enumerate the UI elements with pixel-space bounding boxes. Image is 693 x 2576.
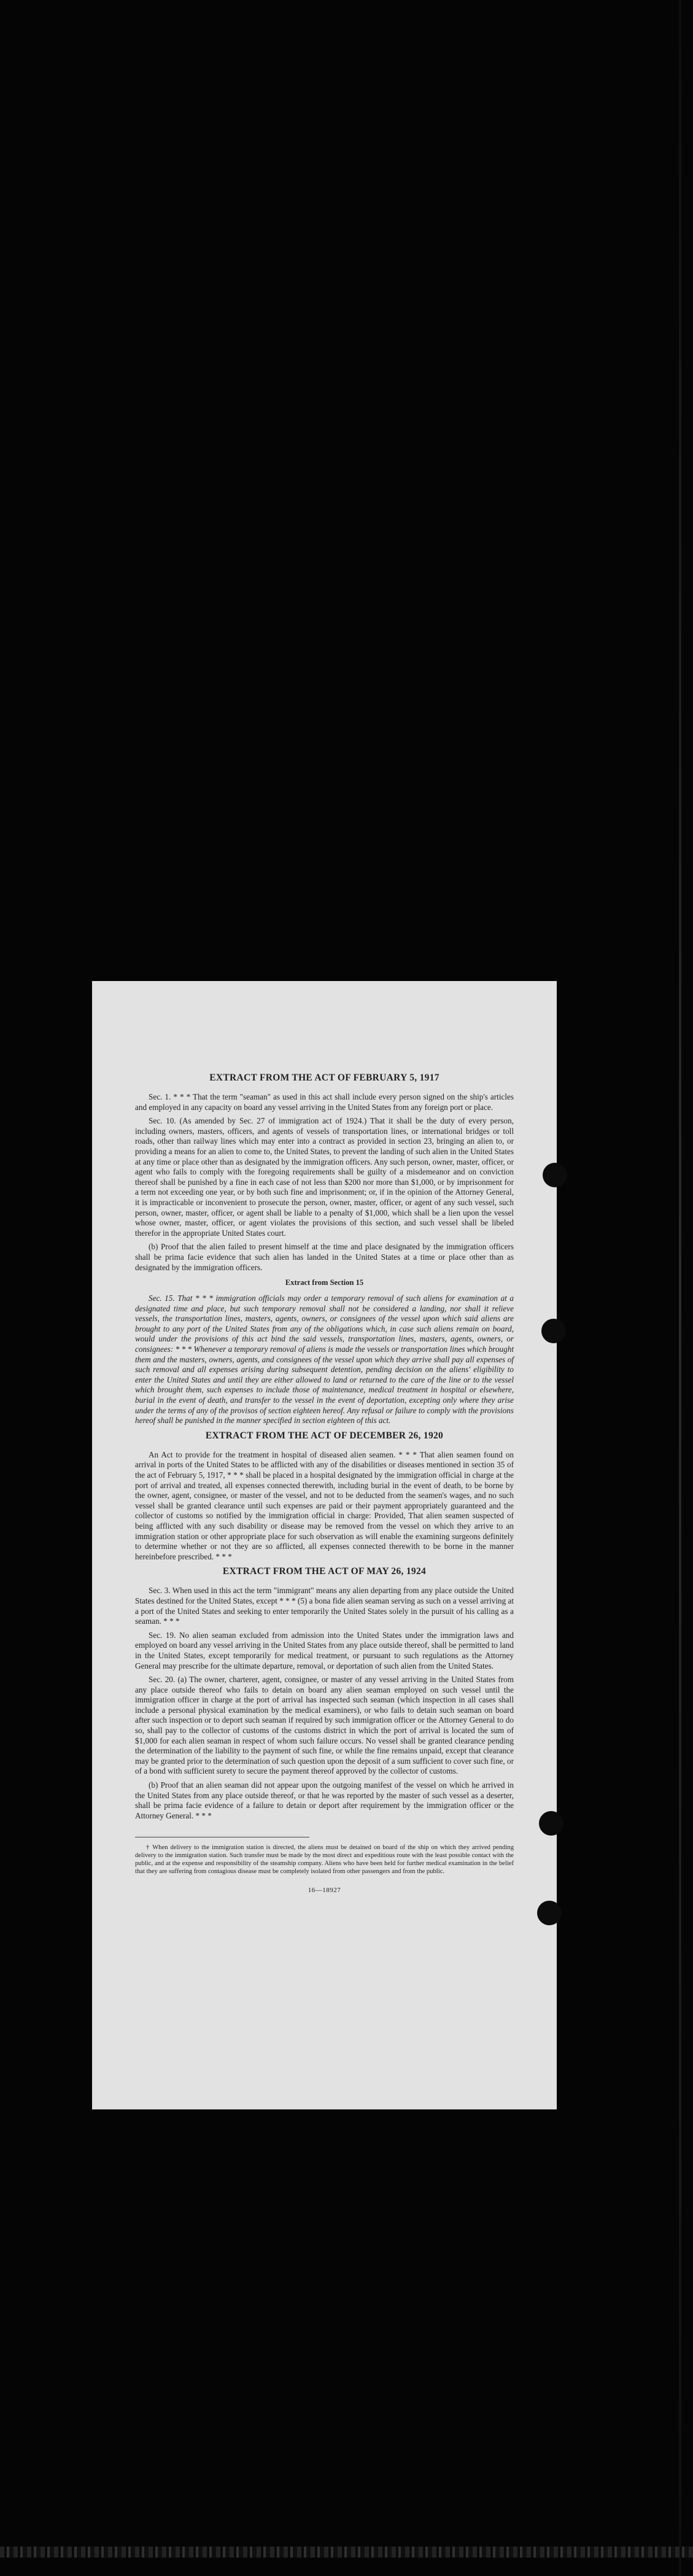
paragraph: Sec. 15. That * * * immigration officials may order a temporary removal of such aliens for examination at a designated time and place, but such temporary removal shall not be considered a landing, nor shall it relieve vessels, the transportation lines, masters, agents, owners, or consignees of the vessel upon which said aliens are brought to any port of the United States from any of the obligations which, in case such aliens remain on board, would under the provisions of this act bind the said vessels, transportation lines, masters, agents, owners, or consignees: * * * Whenever a temporary removal of aliens is made the vessels or transportation lines which brought them and the masters, owners, agents, and consignees of the vessel upon which they arrive shall pay all expenses of such removal and all expenses arising during subsequent detention, pending decision on the aliens' eligibility to enter the United States and until they are either allowed to land or returned to the care of the line or to the vessel which brought them, such expenses to include those of maintenance, medical treatment in hospital or elsewhere, burial in the event of death, and transfer to the vessel in the event of deportation, excepting only where they arise under the terms of any of the provisos of section eighteen hereof. Any refusal or failure to comply with the provisions hereof shall be punished in the manner specified in section eighteen of this act. bbox=[135, 1294, 514, 1426]
footnote: † When delivery to the immigration station is directed, the aliens must be detained on board of the ship on which they arrived pending delivery to the immigration station. Such transfer must be made by the most direct and expeditious route with the least possible contact with the public, and at the expense and responsibility of the steamship company. Aliens who have been held for further medical examination in the belief that they are suffering from contagious disease must be completely isolated from other passengers and from the public. bbox=[135, 1844, 514, 1876]
paragraph: (b) Proof that the alien failed to present himself at the time and place designated by the immigration officers shall be prima facie evidence that such alien has landed in the United States at a time or place other than as designated by the immigration officers. bbox=[135, 1242, 514, 1272]
punch-hole bbox=[543, 1163, 567, 1187]
paragraph: Sec. 19. No alien seaman excluded from admission into the United States under the immigration laws and employed on board any vessel arriving in the United States from any place outside thereof, shall be permitted to land in the United States, except temporarily for medical treatment, or pursuant to such regulations as the Attorney General may prescribe for the ultimate departure, removal, or deportation of such alien from the United States. bbox=[135, 1630, 514, 1670]
scan-edge-bottom bbox=[0, 2547, 693, 2558]
paragraph: (b) Proof that an alien seaman did not appear upon the outgoing manifest of the vessel on which he arrived in the United States from any place outside thereof, or that he was reported by the master of such vessel as a deserter, shall be prima facie evidence of a failure to detain or deport after requirement by the immigration officer or the Attorney General. * * * bbox=[135, 1780, 514, 1820]
punch-hole bbox=[537, 1901, 562, 1925]
section-heading: EXTRACT FROM THE ACT OF DECEMBER 26, 1920 bbox=[205, 1430, 444, 1441]
section-heading: EXTRACT FROM THE ACT OF FEBRUARY 5, 1917 bbox=[209, 1073, 439, 1083]
scan-edge-right bbox=[679, 0, 681, 2576]
paragraph: Sec. 10. (As amended by Sec. 27 of immigration act of 1924.) That it shall be the duty of every person, including owners, masters, officers, and agents of vessels of transportation lines, or international bridges or toll roads, other than railway lines which may enter into a contract as provided in section 23, bringing an alien to, or providing a means for an alien to come to, the United States, to prevent the landing of such alien in the United States at any time or place other than as designated by the immigration officers. Any such person, owner, master, officer, or agent who fails to comply with the foregoing requirements shall be guilty of a misdemeanor and on conviction thereof shall be punished by a fine in each case of not less than $200 nor more than $1,000, or by imprisonment for a term not exceeding one year, or by both such fine and imprisonment; or, if in the opinion of the Attorney General, it is impracticable or inconvenient to prosecute the person, owner, master, officer, or agent of any such vessel, such person, owner, master, officer, or agent shall be liable to a penalty of $1,000, which shall be a lien upon the vessel whose owner, master, officer, or agent violates the provisions of this section, and such vessel shall be libeled therefor in the appropriate United States court. bbox=[135, 1116, 514, 1238]
form-code: 16—18927 bbox=[308, 1887, 341, 1895]
document-page bbox=[92, 981, 557, 2109]
punch-hole bbox=[539, 1811, 563, 1836]
punch-hole bbox=[541, 1319, 566, 1343]
paragraph: An Act to provide for the treatment in hospital of diseased alien seamen. * * * That alien seamen found on arrival in ports of the United States to be afflicted with any of the disabilities or diseases mentioned in section 35 of the act of February 5, 1917, * * * shall be placed in a hospital designated by the immigration official in charge at the port of arrival and treated, all expenses connected therewith, including burial in the event of death, to be borne by the owner, agent, consignee, or master of the vessel, and not to be deducted from the seamen's wages, and no such vessel shall be granted clearance until such expenses are paid or their payment appropriately guaranteed and the collector of customs so notified by the immigration official in charge: Provided, That alien seamen suspected of being afflicted with any such disability or disease may be removed from the vessel on which they arrive to an immigration station or other appropriate place for such observation as will enable the examining surgeons definitely to determine whether or not they are so afflicted, all expenses connected therewith to be borne in the manner hereinbefore prescribed. * * * bbox=[135, 1449, 514, 1561]
paragraph: Sec. 3. When used in this act the term "immigrant" means any alien departing from any place outside the United States destined for the United States, except * * * (5) a bona fide alien seaman serving as such on a vessel arriving at a port of the United States and seeking to enter temporarily the United States solely in the pursuit of his calling as a seaman. * * * bbox=[135, 1586, 514, 1626]
section-heading: EXTRACT FROM THE ACT OF MAY 26, 1924 bbox=[222, 1566, 427, 1577]
subsection-heading: Extract from Section 15 bbox=[285, 1278, 364, 1287]
paragraph: Sec. 1. * * * That the term "seaman" as used in this act shall include every person signed on the ship's articles and employed in any capacity on board any vessel arriving in the United States from any foreign port or place. bbox=[135, 1092, 514, 1112]
paragraph: Sec. 20. (a) The owner, charterer, agent, consignee, or master of any vessel arriving in the United States from any place outside thereof who fails to detain on board any alien seaman employed on such vessel until the immigration officer in charge at the port of arrival has inspected such seaman (which inspection in all cases shall include a personal physical examination by the medical examiners), or who fails to detain such seaman on board after such inspection or to deport such seaman if required by such immigration officer or the Attorney General to do so, shall pay to the collector of customs of the customs district in which the port of arrival is located the sum of $1,000 for each alien seaman in respect of whom such failure occurs. No vessel shall be granted clearance pending the determination of the liability to the payment of such fine, or while the fine remains unpaid, except that clearance may be granted prior to the determination of such question upon the deposit of a sum sufficient to cover such fine, or of a bond with sufficient surety to secure the payment thereof approved by the collector of customs. bbox=[135, 1675, 514, 1776]
